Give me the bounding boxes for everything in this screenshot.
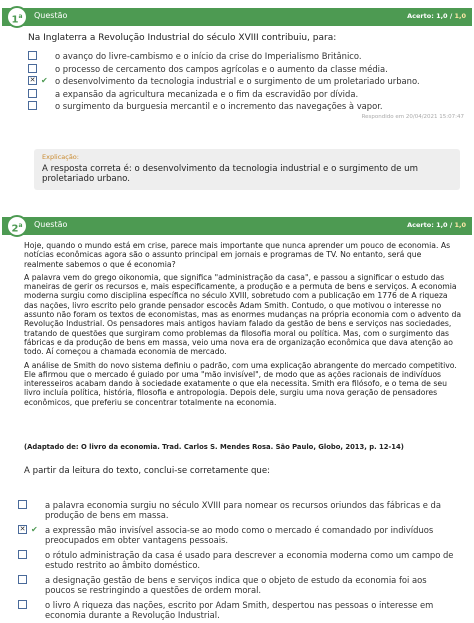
option-list-item[interactable] <box>28 51 464 61</box>
question-2-prompt: A partir da leitura do texto, conclui-se corretamente que: <box>24 466 271 476</box>
question-2-header <box>2 217 472 235</box>
option-list-item[interactable] <box>28 89 464 99</box>
option-list-item[interactable] <box>18 525 458 545</box>
question-2-score: Acerto: 1,0 / 1,0 <box>407 221 466 229</box>
checkbox-icon[interactable] <box>28 101 37 110</box>
paragraph: Hoje, quando o mundo está em crise, parece mais importante que nunca aprender um pouco de economia. As notícias econômicas agora são o assunto principal em jornais e programas de TV. No entanto, será que realmente sabemos o que é economia? <box>24 241 451 269</box>
checked-box-icon[interactable]: ✕ <box>29 76 36 85</box>
option-list-item[interactable] <box>18 575 458 595</box>
option-text: o processo de cercamento dos campos agrícolas e o aumento da classe média. <box>55 63 388 74</box>
checkbox-icon[interactable] <box>18 575 27 584</box>
paragraph: A análise de Smith do novo sistema definiu o padrão, com uma explicação abrangente do mercado competitivo. Ele afirmou que o mercado é guiado por uma "mão invisível", de modo que as ações racionais de indivíduos interesseiros acabam dando à sociedade exatamente o que ela necessita. Smith era filósofo, e o tema de seu livro incluía política, história, filosofia e antropologia. Depois dele, surgiu uma nova geração de pensadores econômicos, que preferiu se concentrar totalmente na economia. <box>24 360 457 407</box>
checkbox-icon[interactable] <box>28 89 37 98</box>
option-text: o avanço do livre-cambismo e o início da crise do Imperialismo Britânico. <box>55 51 362 61</box>
checkbox-icon[interactable] <box>18 550 27 559</box>
option-text: a designação gestão de bens e serviços indica que o objeto de estudo da economia foi aos poucos se restringindo a questões de ordem moral. <box>45 575 427 595</box>
option-text: o rótulo administração da casa é usado para descrever a economia moderna como um campo de estudo restrito ao âmbito doméstico. <box>45 550 454 570</box>
option-list-item[interactable] <box>18 500 458 520</box>
text-reference: (Adaptado de: O livro da economia. Trad. Carlos S. Mendes Rosa. São Paulo, Globo, 2013, p. 12-14) <box>24 443 404 451</box>
option-text: o surgimento da burguesia mercantil e o incremento das navegações à vapor. <box>55 101 383 112</box>
question-1-label: Questão <box>34 11 68 20</box>
question-2-text <box>24 241 462 411</box>
question-2-number-badge: 2$^a$ <box>6 215 28 237</box>
option-list-item[interactable] <box>28 101 464 111</box>
checkbox-icon[interactable] <box>28 64 37 73</box>
checked-box-icon[interactable]: ✕ <box>19 525 26 533</box>
option-list-item[interactable] <box>28 76 464 86</box>
option-text: o desenvolvimento da tecnologia industrial e o surgimento de um proletariado urbano. <box>55 76 420 87</box>
checkmark-icon: ✔ <box>31 525 38 534</box>
option-text: a expressão mão invisível associa-se ao modo como o mercado é comandado por indivíduos preocupados em obter vantagens pessoais. <box>45 525 434 545</box>
option-text: a expansão da agricultura mecanizada e o fim da escravidão por dívida. <box>55 88 359 99</box>
answered-timestamp: Respondido em 20/04/2021 15:07:47 <box>361 114 464 120</box>
option-list-item[interactable] <box>18 550 458 570</box>
checkbox-icon[interactable] <box>28 51 37 60</box>
question-2-label: Questão <box>34 220 68 229</box>
option-text: o livro A riqueza das nações, escrito por Adam Smith, despertou nas pessoas o interesse em economia durante a Revolução Industrial. <box>45 600 434 620</box>
question-1-score: Acerto: 1,0 / 1,0 <box>407 12 466 20</box>
question-1-number-badge: 1$^a$ <box>6 6 28 28</box>
question-2-options <box>18 500 458 623</box>
question-1-header <box>2 8 472 26</box>
checkbox-icon[interactable] <box>18 500 27 509</box>
question-1-prompt: Na Inglaterra a Revolução Industrial do século XVIII contribuiu, para: <box>28 33 337 43</box>
option-list-item[interactable] <box>28 64 464 74</box>
paragraph: A palavra vem do grego oikonomia, que significa "administração da casa", e passou a significar o estudo das maneiras de gerir os recursos e, mais especificamente, a produção e a permuta de bens e serviços. A economia moderna surgiu como disciplina específica no século XVIII, sobretudo com a publicação em 1776 de A riqueza das nações, livro escrito pelo grande pensador escocês Adam Smith. Contudo, o que motivou o interesse no assunto não foram os textos de economistas, mas as enormes mudanças na própria economia com o advento da Revolução Industrial. Os pensadores mais antigos haviam falado da gestão de bens e serviços nas sociedades, tratando de questões que surgiram como problemas da filosofia moral ou política. Mas, com o surgimento das fábricas e da produção de bens em massa, veio uma nova era de organização econômica que dava atenção ao todo. Aí começou a chamada economia de mercado. <box>24 272 462 357</box>
option-text: a palavra economia surgiu no século XVIII para nomear os recursos oriundos das fábricas e da produção de bens em massa. <box>45 500 441 520</box>
question-1-options <box>28 51 464 114</box>
checkmark-icon: ✔ <box>41 76 48 86</box>
explanation-box <box>34 149 460 190</box>
option-list-item[interactable] <box>18 600 458 620</box>
explanation-label: Explicação: <box>42 153 79 161</box>
checkbox-icon[interactable] <box>18 600 27 609</box>
explanation-text: A resposta correta é: o desenvolvimento da tecnologia industrial e o surgimento de um proletariado urbano. <box>42 164 418 184</box>
